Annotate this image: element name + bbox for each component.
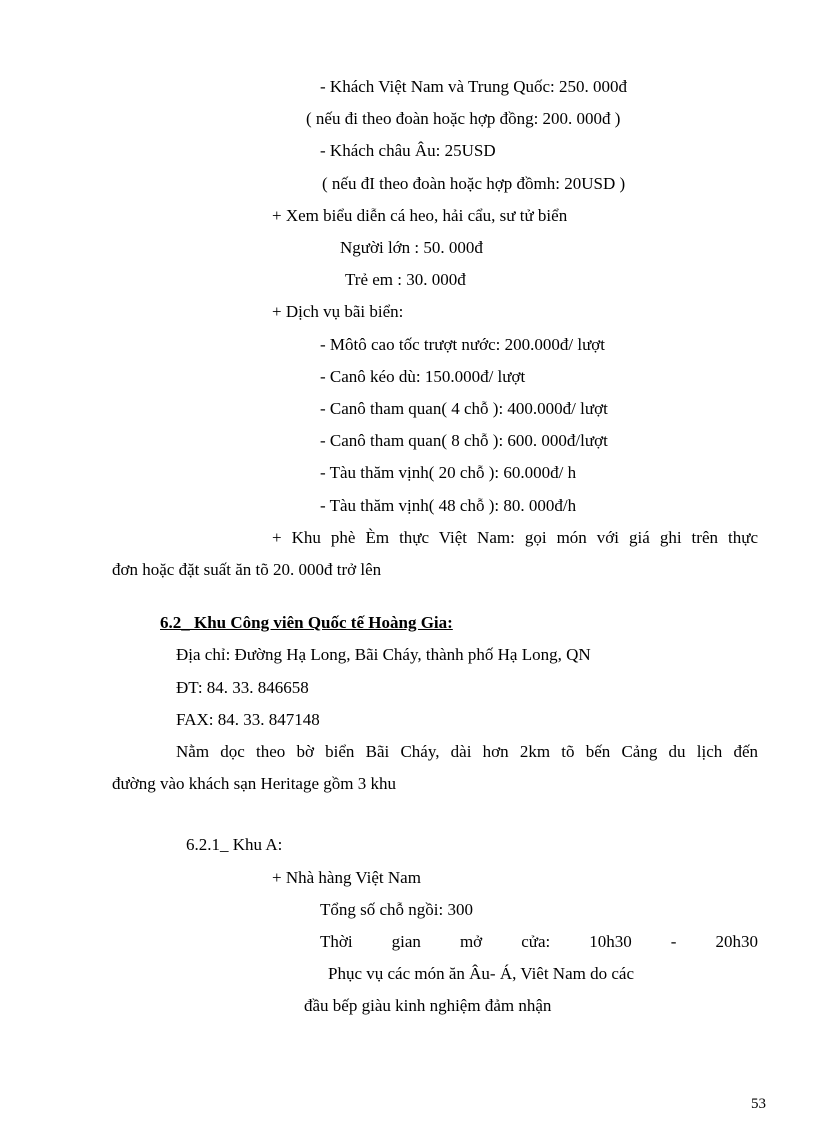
doc-line: ( nếu đi theo đoàn hoặc hợp đồng: 200. 000đ ) [306, 109, 621, 129]
page-number: 53 [751, 1096, 766, 1112]
doc-line: - Tàu thăm vịnh( 20 chỗ ): 60.000đ/ h [320, 463, 577, 483]
doc-line: đường vào khách sạn Heritage gồm 3 khu [112, 774, 396, 794]
section-heading-6-2-1: 6.2.1_ Khu A: [186, 835, 283, 855]
doc-line: Người lớn : 50. 000đ [340, 238, 483, 258]
doc-line: FAX: 84. 33. 847148 [176, 709, 320, 729]
doc-line: + Khu phè Èm thực Việt Nam: gọi món với giá ghi trên thực [272, 527, 758, 547]
doc-line: Phục vụ các món ăn Âu- Á, Viêt Nam do các [328, 964, 634, 984]
doc-line: - Canô kéo dù: 150.000đ/ lượt [320, 366, 526, 386]
section-heading-6-2: 6.2_ Khu Công viên Quốc tế Hoàng Gia: [160, 613, 453, 633]
doc-line: đầu bếp giàu kinh nghiệm đảm nhận [304, 996, 552, 1016]
doc-line: - Khách châu Âu: 25USD [320, 141, 496, 161]
paragraph-spacer [112, 586, 758, 607]
doc-line: Thời gian mở cửa: 10h30 - 20h30 [320, 932, 758, 952]
doc-line: - Canô tham quan( 4 chỗ ): 400.000đ/ lượt [320, 399, 608, 419]
doc-line: - Khách Việt Nam và Trung Quốc: 250. 000đ [320, 77, 627, 96]
doc-line: - Môtô cao tốc trượt nước: 200.000đ/ lượt [320, 334, 606, 354]
doc-line: đơn hoặc đặt suất ăn tõ 20. 000đ trở lên [112, 560, 382, 580]
doc-line: + Xem biểu diễn cá heo, hải cẩu, sư tử biển [272, 205, 568, 225]
doc-line: Trẻ em : 30. 000đ [345, 270, 466, 290]
doc-line: Địa chỉ: Đường Hạ Long, Bãi Cháy, thành phố Hạ Long, QN [176, 645, 591, 665]
doc-line: - Canô tham quan( 8 chỗ ): 600. 000đ/lượt [320, 431, 608, 451]
doc-line: + Dịch vụ bãi biển: [272, 302, 404, 322]
doc-line: Nằm dọc theo bờ biển Bãi Cháy, dài hơn 2km tõ bến Cảng du lịch đến [176, 742, 758, 762]
doc-line: ĐT: 84. 33. 846658 [176, 677, 309, 697]
doc-line: - Tàu thăm vịnh( 48 chỗ ): 80. 000đ/h [320, 495, 577, 515]
doc-line: Tổng số chỗ ngồi: 300 [320, 899, 473, 919]
paragraph-spacer [112, 800, 758, 829]
doc-line: + Nhà hàng Việt Nam [272, 867, 421, 887]
doc-line: ( nếu đI theo đoàn hoặc hợp đồmh: 20USD ) [322, 173, 626, 193]
